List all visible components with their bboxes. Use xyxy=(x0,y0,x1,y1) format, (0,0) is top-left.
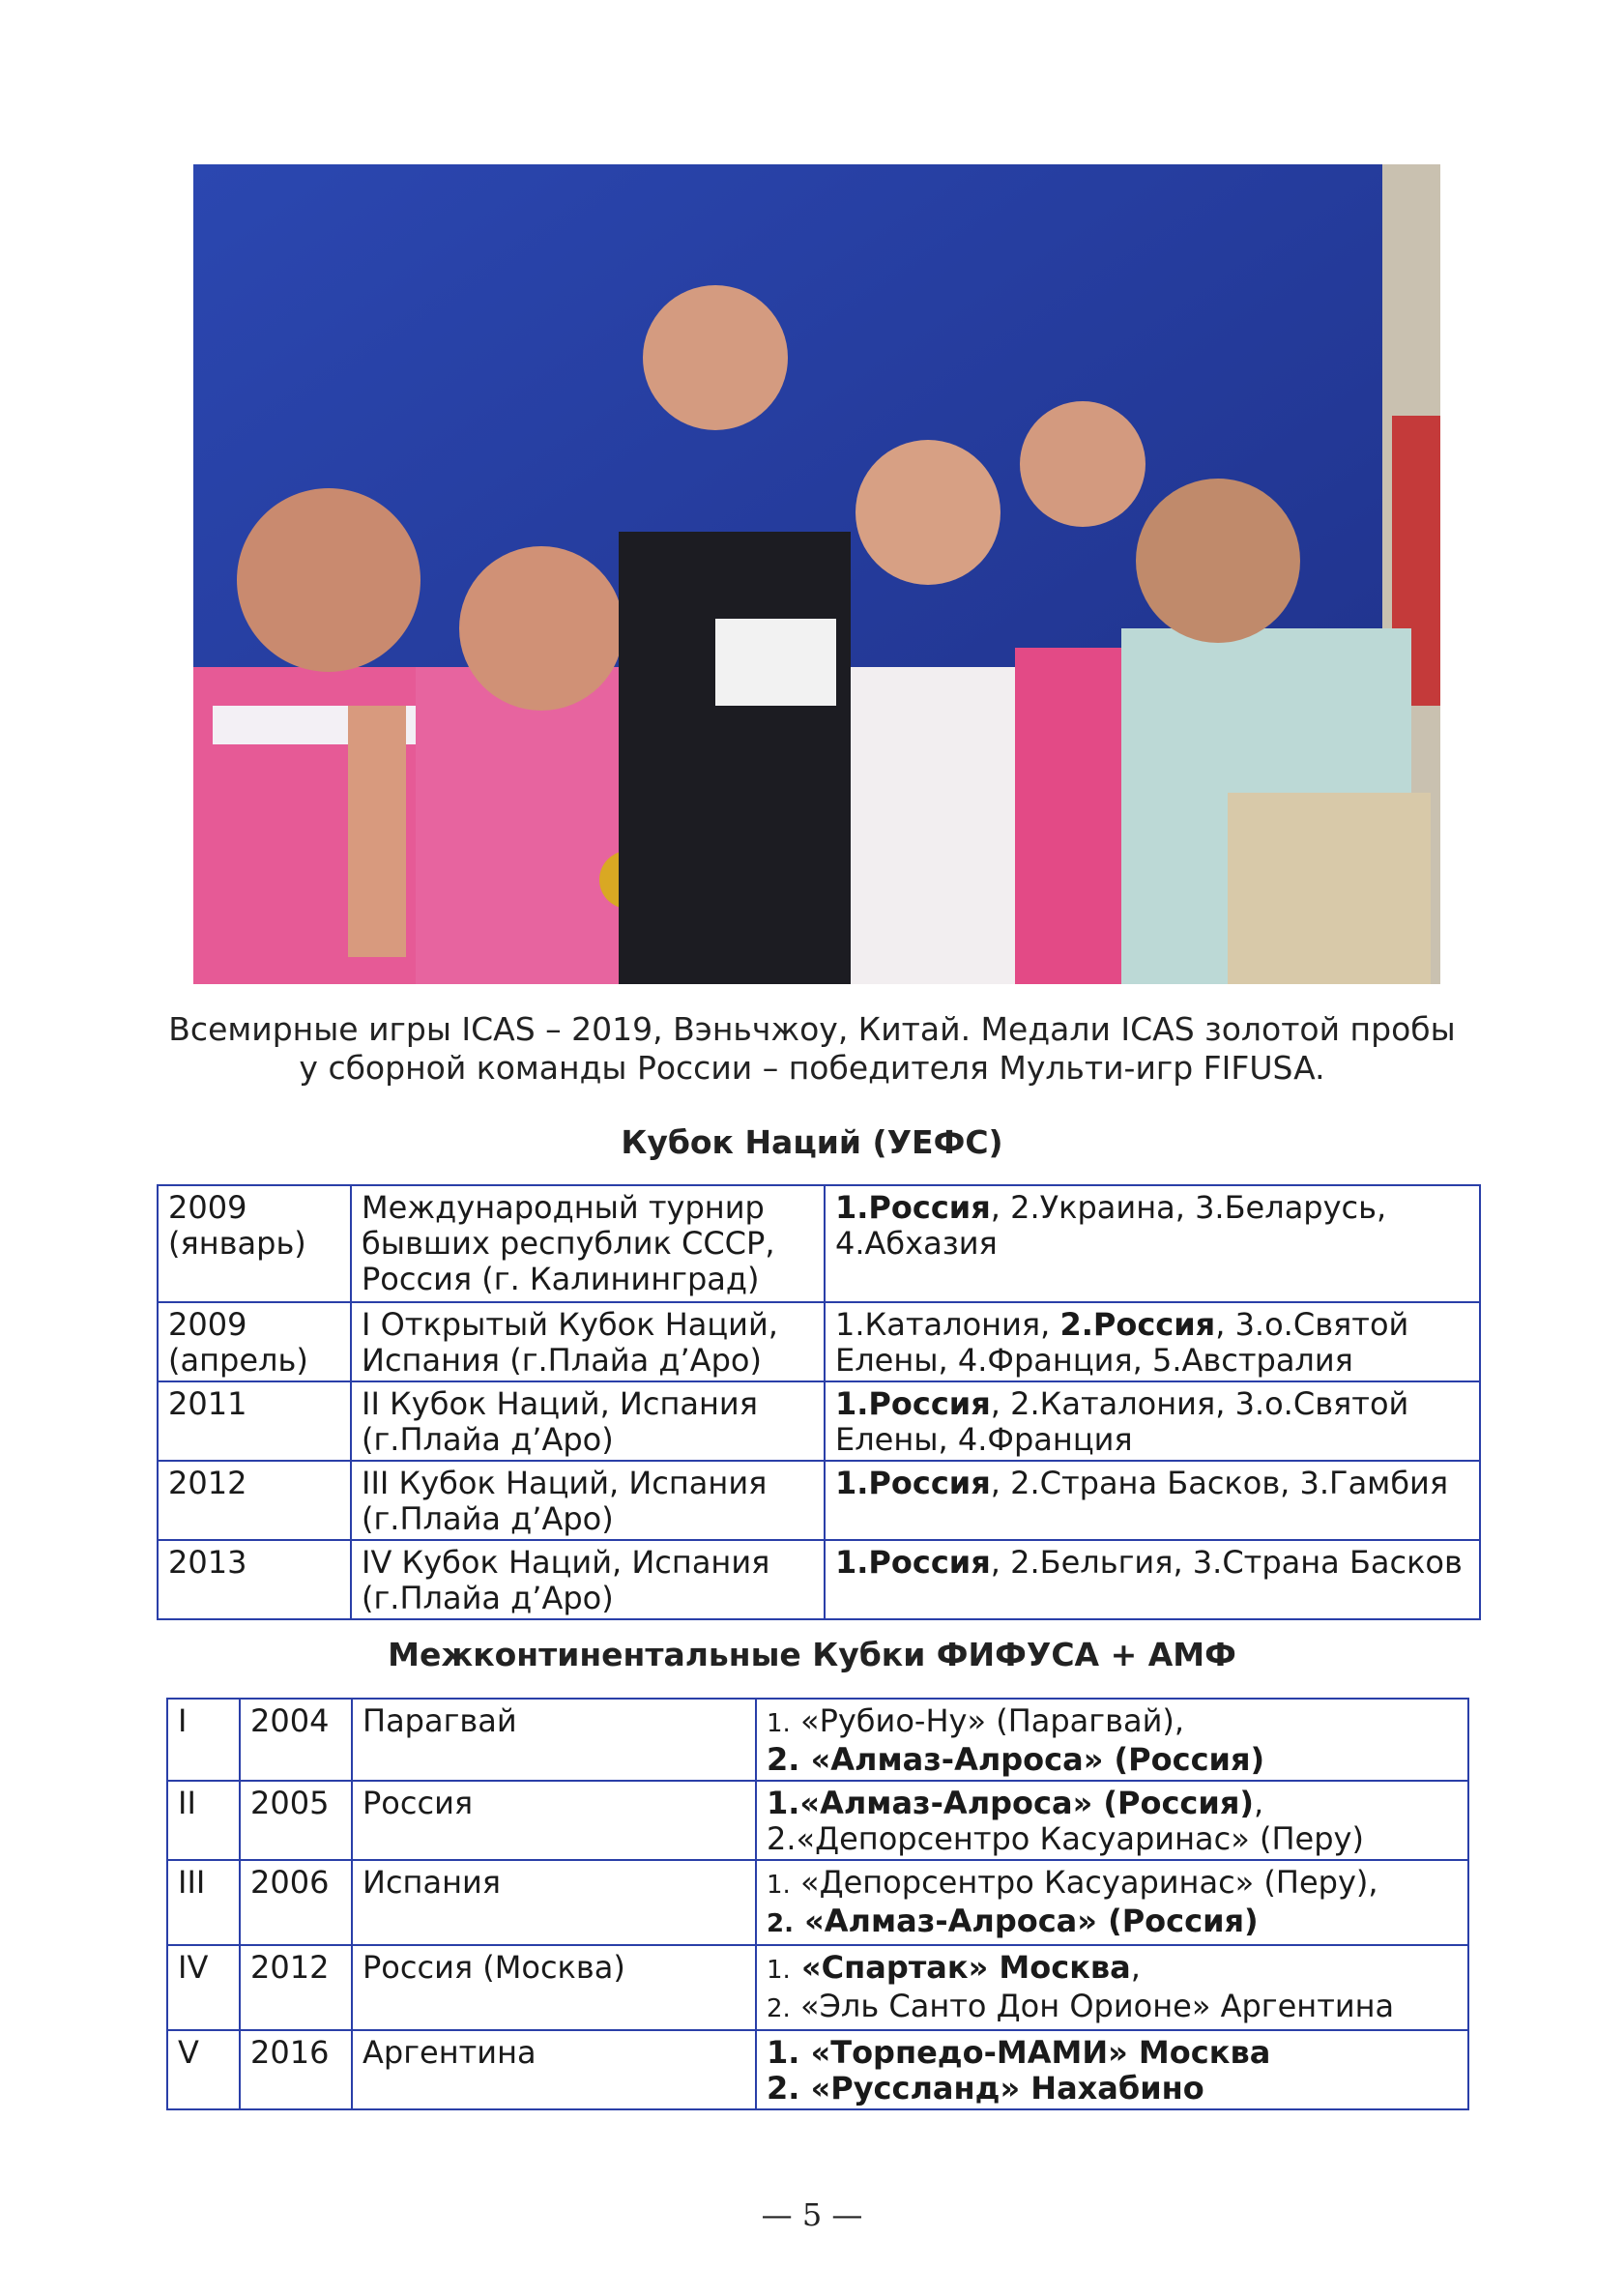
table-row xyxy=(167,1945,1468,2030)
result-cell xyxy=(825,1381,1480,1461)
table-row xyxy=(167,2030,1468,2109)
winner-line: 2. «Алмаз-Алроса» (Россия) xyxy=(767,1741,1265,1778)
result-line xyxy=(767,1989,1460,2027)
result-text: , 2.Украина, 3.Беларусь, 4.Абхазия xyxy=(835,1189,1387,1262)
table-row xyxy=(158,1302,1480,1381)
result-text: 1.Каталония, xyxy=(835,1306,1060,1343)
result-cell xyxy=(756,1699,1468,1781)
event-cell: Международный турнир бывших республик СССР, Россия (г. Калининград) xyxy=(351,1185,825,1302)
year-cell: 2009 (апрель) xyxy=(158,1302,351,1381)
result-cell xyxy=(756,2030,1468,2109)
result-line xyxy=(767,1865,1460,1904)
edition-cell: I xyxy=(167,1699,240,1781)
year-cell: 2012 xyxy=(240,1945,352,2030)
result-text: «Эль Санто Дон Орионе» Аргентина xyxy=(790,1988,1395,2024)
table-row xyxy=(167,1860,1468,1945)
result-text: «Депорсентро Касуаринас» (Перу), xyxy=(790,1864,1378,1901)
result-cell xyxy=(756,1781,1468,1860)
winner-text: «Алмаз-Алроса» (Россия) xyxy=(793,1903,1259,1939)
intercontinental-cup-title: Межконтинентальные Кубки ФИФУСА + АМФ xyxy=(388,1636,1236,1673)
year-cell: 2011 xyxy=(158,1381,351,1461)
rank-number: 2. xyxy=(767,1909,794,1938)
table-row xyxy=(158,1540,1480,1619)
place-cell: Россия (Москва) xyxy=(352,1945,756,2030)
winner-line: 2. «Русcланд» Нахабино xyxy=(767,2070,1204,2107)
result-text: , xyxy=(1130,1949,1141,1986)
winner-line xyxy=(767,1950,1460,1989)
table-row xyxy=(158,1185,1480,1302)
event-cell: IV Кубок Наций, Испания (г.Плайа д’Аро) xyxy=(351,1540,825,1619)
page-number: — 5 — xyxy=(761,2196,863,2233)
winner-text: 1.Россия xyxy=(835,1189,991,1226)
photo-caption-line-2: у сборной команды России – победителя Мульти-игр FIFUSA. xyxy=(299,1049,1325,1087)
event-cell: II Кубок Наций, Испания (г.Плайа д’Аро) xyxy=(351,1381,825,1461)
rank-number: 2. xyxy=(767,1994,791,2023)
result-text: , 2.Каталония, 3.о.Святой Елены, 4.Франция xyxy=(835,1385,1409,1458)
year-cell: 2016 xyxy=(240,2030,352,2109)
table-row xyxy=(167,1699,1468,1781)
winner-text: 1.Россия xyxy=(835,1465,991,1501)
edition-cell: III xyxy=(167,1860,240,1945)
year-cell: 2012 xyxy=(158,1461,351,1540)
year-cell: 2013 xyxy=(158,1540,351,1619)
winner-text: 1.Россия xyxy=(835,1544,991,1581)
rank-number: 1. xyxy=(767,1709,791,1738)
year-cell: 2009 (январь) xyxy=(158,1185,351,1302)
rank-number: 1. xyxy=(767,1956,791,1985)
photo-illustration xyxy=(193,164,1440,984)
table-row xyxy=(158,1381,1480,1461)
event-cell: I Открытый Кубок Наций, Испания (г.Плайа д’Аро) xyxy=(351,1302,825,1381)
year-cell: 2006 xyxy=(240,1860,352,1945)
table-row xyxy=(167,1781,1468,1860)
edition-cell: II xyxy=(167,1781,240,1860)
winner-text: 1.«Алмаз-Алроса» (Россия) xyxy=(767,1785,1254,1821)
edition-cell: V xyxy=(167,2030,240,2109)
winner-text: 1.Россия xyxy=(835,1385,991,1422)
result-text: , 2.Страна Басков, 3.Гамбия xyxy=(990,1465,1449,1501)
result-text: , 3.о.Святой Елены, 4.Франция, 5.Австралия xyxy=(835,1306,1409,1379)
place-cell: Испания xyxy=(352,1860,756,1945)
winner-line xyxy=(767,1904,1460,1942)
year-cell: 2005 xyxy=(240,1781,352,1860)
team-photo xyxy=(193,164,1440,984)
result-cell xyxy=(825,1302,1480,1381)
result-line xyxy=(767,1703,1460,1742)
winner-text: «Спартак» Москва xyxy=(790,1949,1131,1986)
nations-cup-title: Кубок Наций (УЕФС) xyxy=(621,1123,1003,1161)
result-cell xyxy=(825,1185,1480,1302)
year-cell: 2004 xyxy=(240,1699,352,1781)
result-cell xyxy=(825,1540,1480,1619)
result-cell xyxy=(756,1945,1468,2030)
result-cell xyxy=(825,1461,1480,1540)
intercontinental-cup-table xyxy=(166,1698,1469,2110)
result-line: 2.«Депорсентро Касуаринас» (Перу) xyxy=(767,1820,1364,1857)
result-text: «Рубио-Ну» (Парагвай), xyxy=(790,1702,1185,1739)
result-text: , xyxy=(1253,1785,1264,1821)
rank-number: 1. xyxy=(767,1871,791,1900)
place-cell: Парагвай xyxy=(352,1699,756,1781)
winner-text: 2.Россия xyxy=(1059,1306,1216,1343)
winner-line xyxy=(767,1786,1460,1821)
result-text: , 2.Бельгия, 3.Страна Басков xyxy=(990,1544,1463,1581)
event-cell: III Кубок Наций, Испания (г.Плайа д’Аро) xyxy=(351,1461,825,1540)
photo-caption-line-1: Всемирные игры ICAS – 2019, Вэньчжоу, Китай. Медали ICAS золотой пробы xyxy=(168,1010,1456,1048)
place-cell: Россия xyxy=(352,1781,756,1860)
place-cell: Аргентина xyxy=(352,2030,756,2109)
nations-cup-table xyxy=(157,1184,1481,1620)
edition-cell: IV xyxy=(167,1945,240,2030)
table-row xyxy=(158,1461,1480,1540)
winner-line: 1. «Торпедо-МАМИ» Москва xyxy=(767,2034,1271,2071)
result-cell xyxy=(756,1860,1468,1945)
